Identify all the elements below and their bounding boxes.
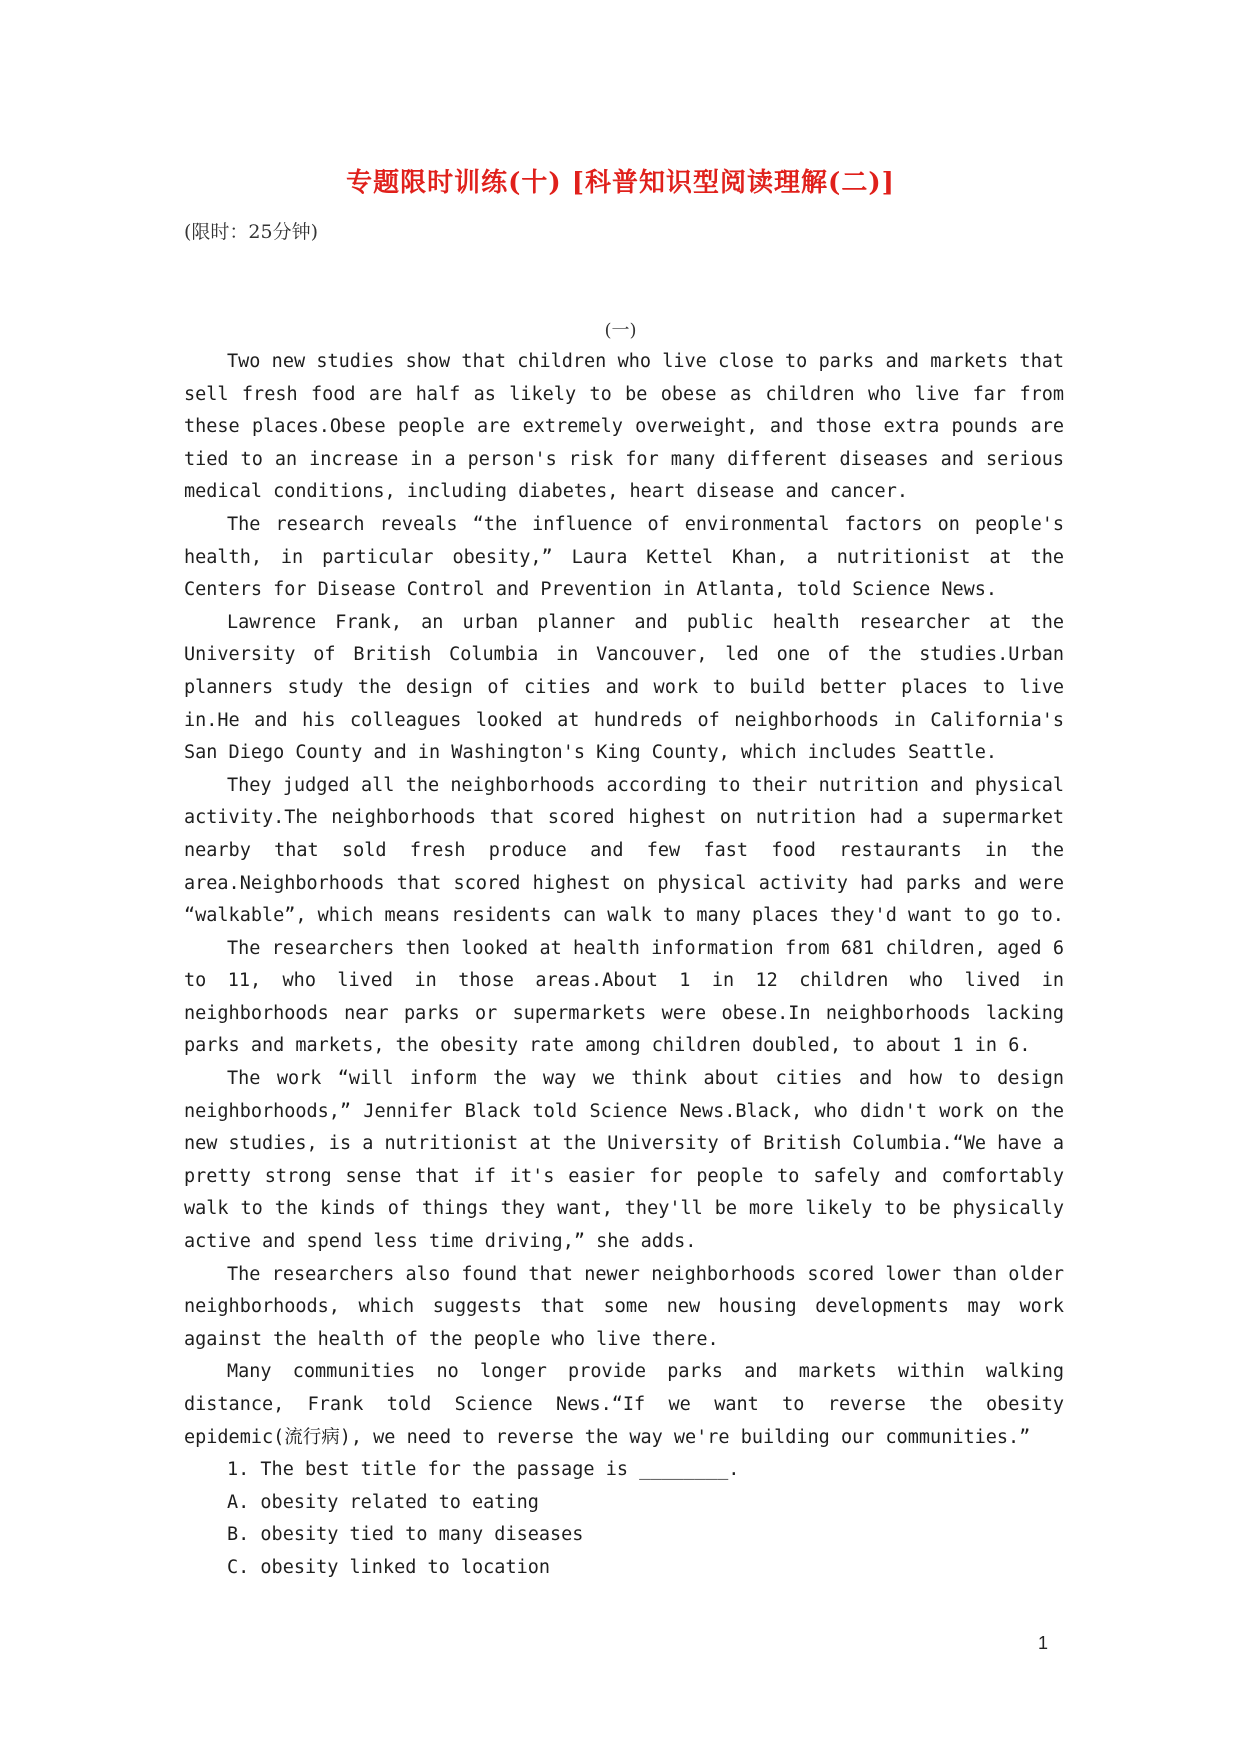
question-stem: 1. The best title for the passage is ________. (227, 1459, 740, 1481)
question-1 (184, 1454, 1064, 1584)
option-c: C. obesity linked to location (227, 1556, 551, 1578)
passage-paragraph: They judged all the neighborhoods according to their nutrition and physical activity.The neighborhoods that scored highest on nutrition had a supermarket nearby that sold fresh produce and few fast food restaurants in the area.Neighborhoods that scored highest on physical activity had parks and were “walkable”, which means residents can walk to many places they'd want to go to. (184, 774, 1064, 927)
passage-paragraph: Two new studies show that children who live close to parks and markets that sell fresh food are half as likely to be obese as children who live far from these places.Obese people are extremely overweight, and those extra pounds are tied to an increase in a person's risk for many different diseases and serious medical conditions, including diabetes, heart disease and cancer. (184, 351, 1064, 503)
passage-paragraph: Many communities no longer provide parks and markets within walking distance, Frank told Science News.“If we want to reverse the obesity epidemic(流行病), we need to reverse the way we're building our communities.” (184, 1361, 1064, 1448)
passage-paragraph: The researchers then looked at health information from 681 children, aged 6 to 11, who lived in those areas.About 1 in 12 children who lived in neighborhoods near parks or supermarkets were obese.In neighborhoods lacking parks and markets, the obesity rate among children doubled, to about 1 in 6. (184, 937, 1064, 1057)
passage-paragraph: The researchers also found that newer neighborhoods scored lower than older neighborhoods, which suggests that some new housing developments may work against the health of the people who live there. (184, 1263, 1064, 1350)
page-title: 专题限时训练(十) [科普知识型阅读理解(二)] (346, 168, 895, 198)
passage-paragraph: The work “will inform the way we think about cities and how to design neighborhoods,” Jennifer Black told Science News.Black, who didn't work on the new studies, is a nutritionist at the University of British Columbia.“We have a pretty strong sense that if it's easier for people to safely and comfortably walk to the kinds of things they want, they'll be more likely to be physically active and spend less time driving,” she adds. (184, 1068, 1064, 1253)
section-marker: (一) (604, 320, 637, 341)
page-number: 1 (1038, 1633, 1049, 1653)
option-a: A. obesity related to eating (227, 1491, 539, 1513)
passage-paragraph: Lawrence Frank, an urban planner and public health researcher at the University of British Columbia in Vancouver, led one of the studies.Urban planners study the design of cities and work to build better places to live in.He and his colleagues looked at hundreds of neighborhoods in California's San Diego County and in Washington's King County, which includes Seattle. (184, 611, 1064, 764)
time-limit: (限时：25分钟) (184, 221, 319, 243)
option-b: B. obesity tied to many diseases (227, 1524, 584, 1546)
reading-passage (184, 346, 1064, 1585)
passage-paragraph: The research reveals “the influence of environmental factors on people's health, in particular obesity,” Laura Kettel Khan, a nutritionist at the Centers for Disease Control and Prevention in Atlanta, told Science News. (184, 513, 1064, 601)
